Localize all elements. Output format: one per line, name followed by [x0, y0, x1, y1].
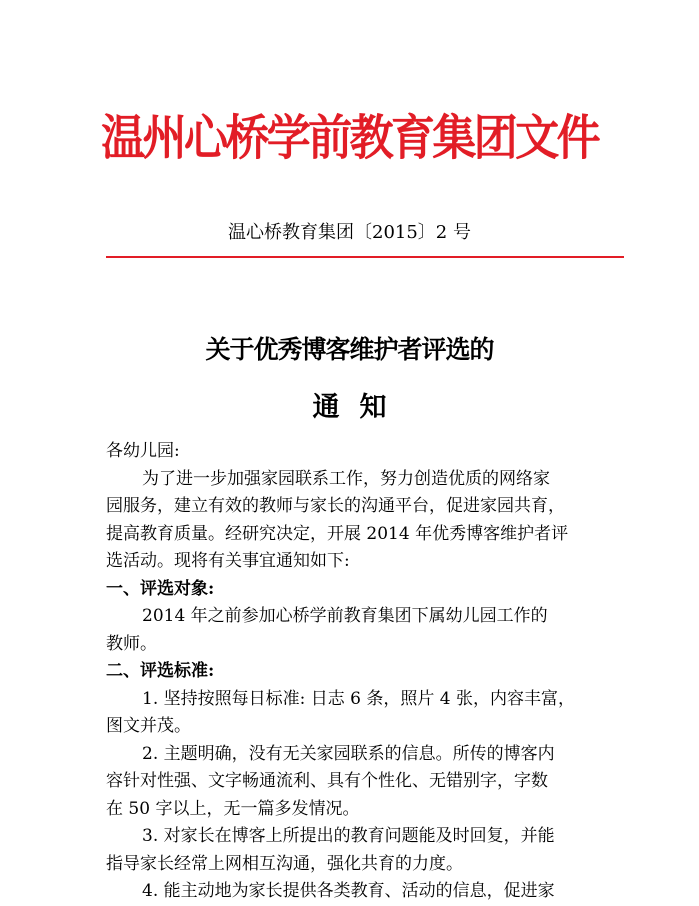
criteria-line: 3. 对家长在博客上所提出的教育问题能及时回复，并能: [142, 826, 555, 846]
criteria-line: 指导家长经常上网相互沟通，强化共育的力度。: [106, 853, 463, 874]
criteria-line: 图文并茂。: [106, 716, 191, 736]
notice-title-line1: 关于优秀博客维护者评选的: [205, 335, 494, 364]
criteria-line: 4. 能主动地为家长提供各类教育、活动的信息，促进家: [142, 881, 555, 901]
document-number: 温心桥教育集团〔2015〕2 号: [228, 222, 471, 243]
criteria-line: 1. 坚持按照每日标准: 日志 6 条，照片 4 张，内容丰富，: [142, 688, 576, 709]
notice-body: [106, 438, 606, 906]
document-header-title: 温州心桥学前教育集团文件: [101, 110, 598, 166]
criteria-line: 容针对性强、文字畅通流利、具有个性化、无错别字，字数: [106, 771, 548, 791]
intro-line: 园服务，建立有效的教师与家长的沟通平台，促进家园共育，: [106, 496, 565, 516]
header-divider: [106, 256, 624, 258]
section1-line: 2014 年之前参加心桥学前教育集团下属幼儿园工作的: [142, 606, 548, 626]
criteria-line: 在 50 字以上，无一篇多发情况。: [106, 798, 360, 819]
criteria-line: 2. 主题明确，没有无关家园联系的信息。所传的博客内: [142, 743, 555, 764]
section-heading-criteria: 二、评选标准:: [106, 661, 215, 681]
intro-line: 提高教育质量。经研究决定，开展 2014 年优秀博客维护者评: [106, 523, 569, 544]
section1-line: 教师。: [106, 633, 157, 654]
notice-title-line2: 通知: [312, 392, 407, 423]
intro-line: 为了进一步加强家园联系工作，努力创造优质的网络家: [142, 468, 550, 489]
intro-line: 选活动。现将有关事宜通知如下:: [106, 551, 350, 571]
salutation: 各幼儿园:: [106, 441, 180, 461]
section-heading-targets: 一、评选对象:: [106, 578, 215, 599]
